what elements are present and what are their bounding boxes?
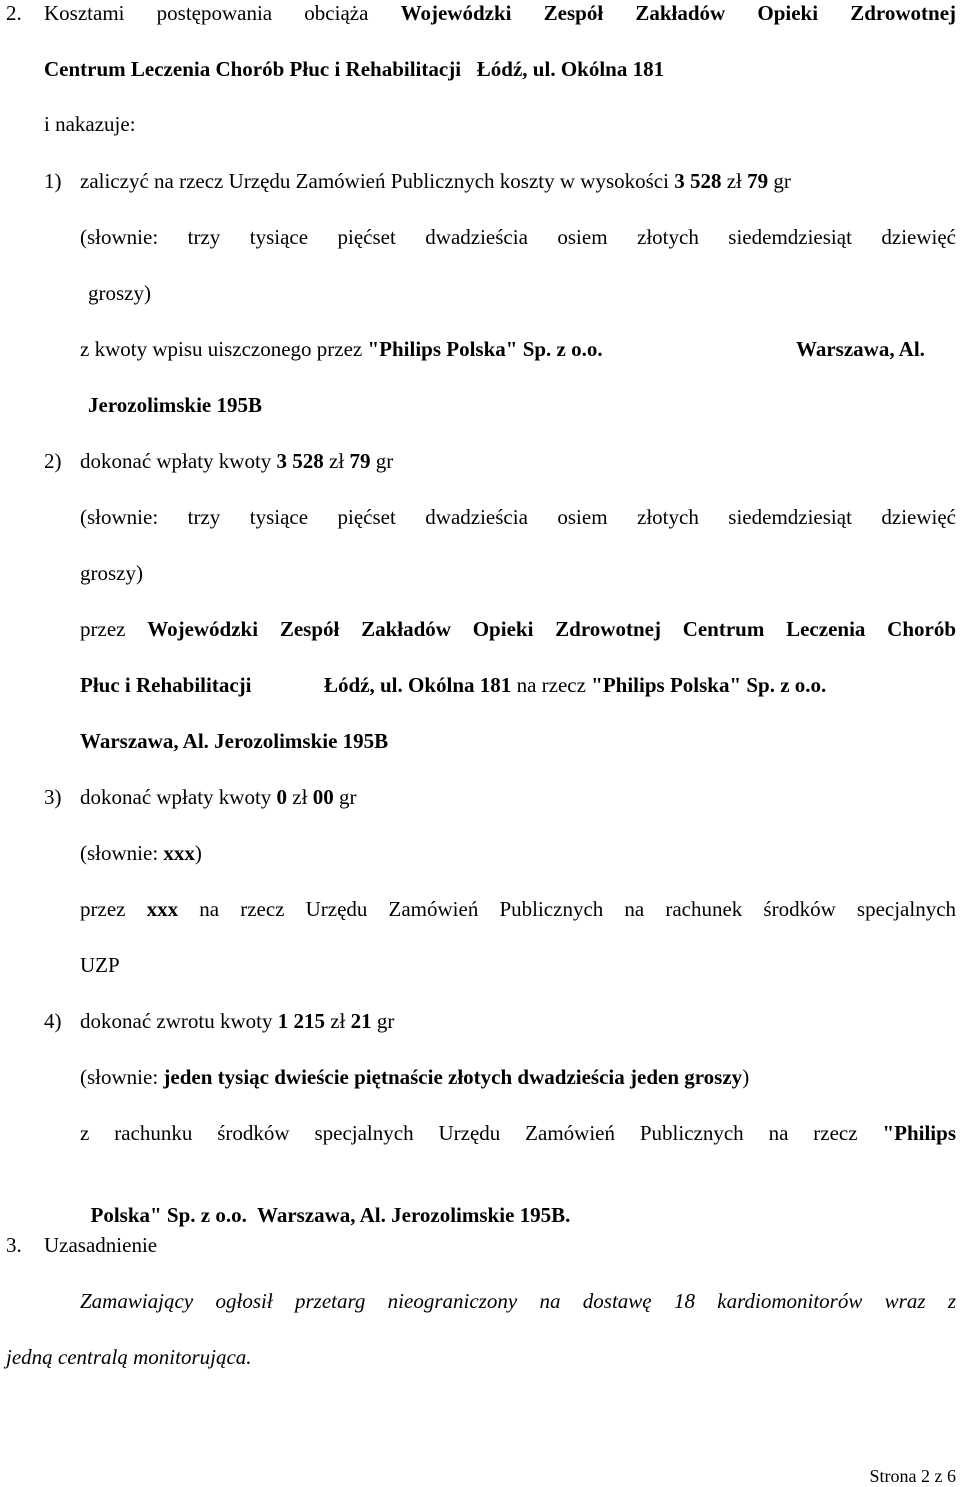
section3-body-line1: Zamawiający ogłosił przetarg nieograniczony na dostawę 18 kardiomonitorów wraz z	[80, 1289, 956, 1313]
item1-source-addr: Warszawa, Al.	[796, 337, 925, 361]
item2-words-line1: (słownie: trzy tysiące pięćset dwadzieścia osiem złotych siedemdziesiąt dziewięć	[80, 505, 956, 529]
item2-payer-line2-addr: Łódź, ul. Okólna 181 na rzecz "Philips Polska" Sp. z o.o.	[324, 673, 827, 697]
item1-number: 1)	[44, 169, 62, 193]
item1-words-line2: groszy)	[88, 281, 151, 305]
section2-number: 2.	[6, 1, 22, 25]
item1-source-line2: Jerozolimskie 195B	[88, 393, 263, 417]
item4-source-line2: Polska" Sp. z o.o. Warszawa, Al. Jerozolimskie 195B.	[90, 1203, 571, 1227]
intro-text: Kosztami postępowania obciąża	[44, 1, 369, 25]
item4-number: 4)	[44, 1009, 62, 1033]
item2-line1: dokonać wpłaty kwoty 3 528 zł 79 gr	[80, 449, 394, 473]
item4-amount: 1 215	[277, 1009, 325, 1033]
section3-title: Uzasadnienie	[44, 1233, 158, 1257]
section3-body-line2: jedną centralą monitorująca.	[6, 1345, 252, 1369]
item1-line1: zaliczyć na rzecz Urzędu Zamówień Publicznych koszty w wysokości 3 528 zł 79 gr	[80, 169, 791, 193]
party-name-line2: Centrum Leczenia Chorób Płuc i Rehabilitacji	[44, 57, 462, 81]
section3-number: 3.	[6, 1233, 22, 1257]
item3-amount: 0	[276, 785, 288, 809]
orders-text: i nakazuje:	[44, 112, 136, 136]
party-name-line1: Wojewódzki Zespół Zakładów Opieki Zdrowotnej	[400, 1, 957, 25]
item2-payee-addr: Warszawa, Al. Jerozolimskie 195B	[80, 729, 389, 753]
item1-gr-amount: 79	[747, 169, 769, 193]
item2-payer-line2: Płuc i Rehabilitacji	[80, 673, 252, 697]
item2-amount: 3 528	[276, 449, 324, 473]
item1-words-line1: (słownie: trzy tysiące pięćset dwadzieścia osiem złotych siedemdziesiąt dziewięć	[80, 225, 956, 249]
item3-payer-name: xxx	[146, 897, 179, 921]
item1-source-name: "Philips Polska" Sp. z o.o.	[367, 337, 603, 361]
item2-number: 2)	[44, 449, 62, 473]
item3-gr-amount: 00	[312, 785, 334, 809]
item1-source-line1: z kwoty wpisu uiszczonego przez "Philips Polska" Sp. z o.o.	[80, 337, 603, 361]
item4-gr-amount: 21	[350, 1009, 372, 1033]
section2-line1	[44, 0, 956, 26]
item2-payer-name: Wojewódzki Zespół Zakładów Opieki Zdrowotnej Centrum Leczenia Chorób	[147, 617, 957, 641]
item2-words-line2: groszy)	[80, 561, 143, 585]
item3-number: 3)	[44, 785, 62, 809]
item3-line1: dokonać wpłaty kwoty 0 zł 00 gr	[80, 785, 357, 809]
item3-payee-line2: UZP	[80, 953, 120, 977]
item4-line1: dokonać zwrotu kwoty 1 215 zł 21 gr	[80, 1009, 395, 1033]
item4-source-line1: z rachunku środków specjalnych Urzędu Zamówień Publicznych na rzecz "Philips	[80, 1121, 956, 1145]
item1-amount: 3 528	[674, 169, 722, 193]
section2-line2	[44, 56, 664, 82]
item3-payer-line1: przez xxx na rzecz Urzędu Zamówień Publicznych na rachunek środków specjalnych	[80, 897, 957, 921]
item2-payer-line1: przez Wojewódzki Zespół Zakładów Opieki Zdrowotnej Centrum Leczenia Chorób	[80, 617, 957, 641]
item3-words: (słownie: xxx)	[80, 841, 202, 865]
party-address: Łódź, ul. Okólna 181	[476, 57, 665, 81]
item2-payee-name: "Philips Polska" Sp. z o.o.	[591, 673, 827, 697]
item4-source-name: "Philips	[882, 1121, 956, 1145]
item2-gr-amount: 79	[349, 449, 371, 473]
item4-words: (słownie: jeden tysiąc dwieście piętnaście złotych dwadzieścia jeden groszy)	[80, 1065, 750, 1089]
page-number: Strona 2 z 6	[869, 1466, 956, 1486]
